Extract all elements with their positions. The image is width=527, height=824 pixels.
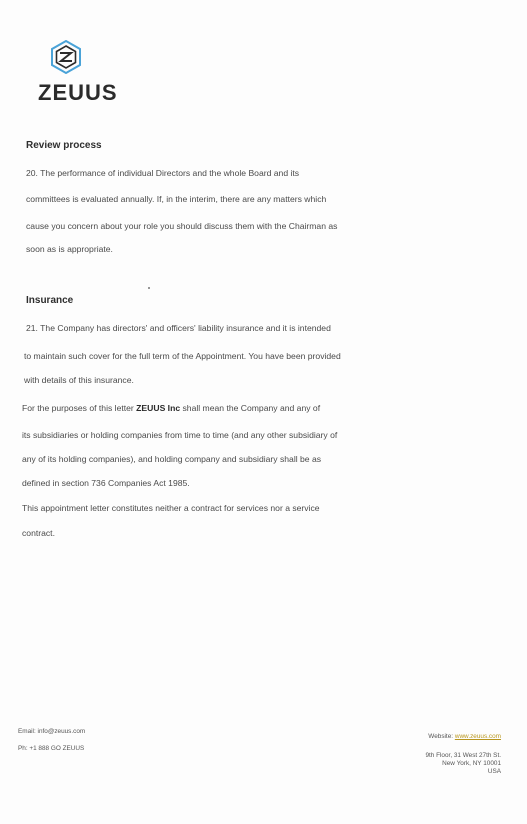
company-logo bbox=[36, 38, 118, 108]
purposes-line-3: any of its holding companies), and holding company and subsidiary shall be as bbox=[22, 454, 322, 464]
scan-speck bbox=[148, 287, 150, 289]
footer-phone: Ph: +1 888 GO ZEUUS bbox=[18, 745, 85, 752]
purposes-suffix: shall mean the Company and any of bbox=[180, 403, 321, 413]
purposes-prefix: For the purposes of this letter bbox=[22, 403, 137, 413]
zeuus-hexagon-logo-icon bbox=[50, 40, 82, 74]
insurance-line-2: to maintain such cover for the full term of the Appointment. You have been provided bbox=[24, 351, 341, 361]
footer-website-link[interactable]: www.zeuus.com bbox=[454, 733, 501, 740]
footer-address-line-1: 9th Floor, 31 West 27th St. bbox=[425, 752, 501, 759]
footer-website-label: Website: bbox=[428, 733, 455, 740]
insurance-line-3: with details of this insurance. bbox=[24, 375, 134, 385]
footer-website bbox=[428, 733, 501, 740]
review-line-2: committees is evaluated annually. If, in the interim, there are any matters which bbox=[26, 194, 327, 204]
company-name-bold: ZEUUS Inc bbox=[136, 403, 181, 413]
review-line-1: 20. The performance of individual Directors and the whole Board and its bbox=[26, 168, 300, 178]
purposes-line-1 bbox=[22, 404, 320, 413]
logo-text: ZEUUS bbox=[38, 80, 118, 105]
review-heading: Review process bbox=[26, 140, 102, 151]
closing-line-2: contract. bbox=[22, 528, 55, 538]
closing-line-1: This appointment letter constitutes neither a contract for services nor a service bbox=[22, 503, 320, 513]
footer-address-line-2: New York, NY 10001 bbox=[442, 760, 501, 767]
footer-address-line-3: USA bbox=[487, 768, 501, 775]
insurance-heading: Insurance bbox=[26, 295, 74, 306]
purposes-line-4: defined in section 736 Companies Act 1985. bbox=[22, 478, 190, 488]
review-line-3: cause you concern about your role you should discuss them with the Chairman as bbox=[26, 221, 338, 231]
footer-email: Email: info@zeuus.com bbox=[18, 728, 86, 735]
purposes-line-2: its subsidiaries or holding companies from time to time (and any other subsidiary of bbox=[22, 430, 338, 440]
review-line-4: soon as is appropriate. bbox=[26, 244, 113, 254]
insurance-line-1: 21. The Company has directors' and officers' liability insurance and it is intended bbox=[26, 323, 331, 333]
